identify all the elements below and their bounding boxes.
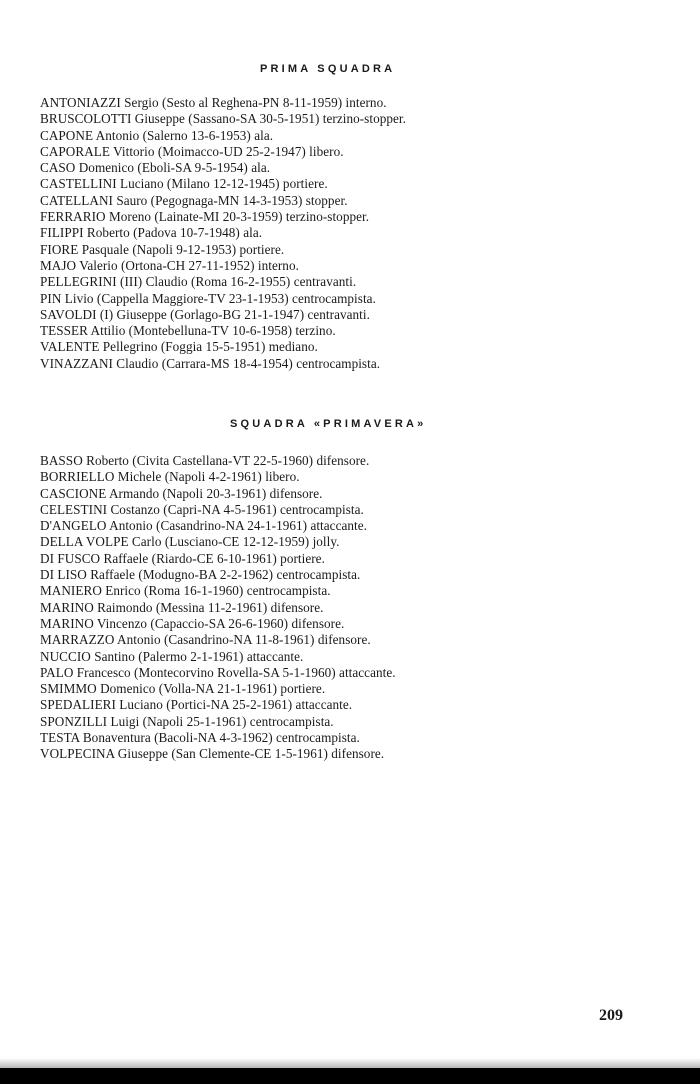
player-entry: CAPONE Antonio (Salerno 13-6-1953) ala. bbox=[40, 127, 274, 143]
player-entry: DI FUSCO Raffaele (Riardo-CE 6-10-1961) portiere. bbox=[40, 550, 325, 566]
player-entry: PIN Livio (Cappella Maggiore-TV 23-1-1953) centrocampista. bbox=[40, 290, 376, 306]
player-entry: CAPORALE Vittorio (Moimacco-UD 25-2-1947) libero. bbox=[40, 143, 344, 159]
section-heading-squadra-primavera: SQUADRA «PRIMAVERA» bbox=[230, 418, 427, 430]
player-entry: TESTA Bonaventura (Bacoli-NA 4-3-1962) centrocampista. bbox=[40, 730, 360, 746]
player-entry: SMIMMO Domenico (Volla-NA 21-1-1961) portiere. bbox=[40, 681, 326, 697]
player-entry: TESSER Attilio (Montebelluna-TV 10-6-1958) terzino. bbox=[40, 323, 336, 339]
scan-edge-bar bbox=[0, 1068, 700, 1084]
page-number: 209 bbox=[599, 1007, 623, 1024]
player-entry: PALO Francesco (Montecorvino Rovella-SA 5-1-1960) attaccante. bbox=[40, 664, 396, 680]
section-heading-prima-squadra: PRIMA SQUADRA bbox=[260, 63, 396, 75]
player-entry: SPEDALIERI Luciano (Portici-NA 25-2-1961) attaccante. bbox=[40, 697, 353, 713]
player-entry: BRUSCOLOTTI Giuseppe (Sassano-SA 30-5-1951) terzino-stopper. bbox=[40, 111, 406, 127]
player-entry: MARRAZZO Antonio (Casandrino-NA 11-8-1961) difensore. bbox=[40, 632, 371, 648]
player-entry: CASCIONE Armando (Napoli 20-3-1961) difensore. bbox=[40, 485, 323, 501]
player-entry: DI LISO Raffaele (Modugno-BA 2-2-1962) centrocampista. bbox=[40, 567, 361, 583]
player-entry: CASTELLINI Luciano (Milano 12-12-1945) portiere. bbox=[40, 176, 328, 192]
player-entry: NUCCIO Santino (Palermo 2-1-1961) attaccante. bbox=[40, 648, 304, 664]
player-entry: CATELLANI Sauro (Pegognaga-MN 14-3-1953) stopper. bbox=[40, 192, 348, 208]
player-entry: BORRIELLO Michele (Napoli 4-2-1961) libero. bbox=[40, 469, 300, 485]
player-entry: PELLEGRINI (III) Claudio (Roma 16-2-1955) centravanti. bbox=[40, 274, 357, 290]
player-entry: ANTONIAZZI Sergio (Sesto al Reghena-PN 8-11-1959) interno. bbox=[40, 95, 387, 110]
player-entry: CELESTINI Costanzo (Capri-NA 4-5-1961) centrocampista. bbox=[40, 501, 364, 517]
player-entry: VINAZZANI Claudio (Carrara-MS 18-4-1954) centrocampista. bbox=[40, 355, 381, 371]
player-entry: VALENTE Pellegrino (Foggia 15-5-1951) mediano. bbox=[40, 339, 318, 355]
player-entry: D'ANGELO Antonio (Casandrino-NA 24-1-1961) attaccante. bbox=[40, 518, 367, 534]
player-entry: FILIPPI Roberto (Padova 10-7-1948) ala. bbox=[40, 225, 263, 241]
player-entry: CASO Domenico (Eboli-SA 9-5-1954) ala. bbox=[40, 160, 271, 176]
primavera-roster bbox=[40, 453, 396, 763]
player-entry: SPONZILLI Luigi (Napoli 25-1-1961) centrocampista. bbox=[40, 713, 334, 729]
player-entry: MARINO Vincenzo (Capaccio-SA 26-6-1960) difensore. bbox=[40, 615, 345, 631]
player-entry: MANIERO Enrico (Roma 16-1-1960) centrocampista. bbox=[40, 583, 331, 599]
player-entry: FIORE Pasquale (Napoli 9-12-1953) portiere. bbox=[40, 241, 285, 257]
player-entry: VOLPECINA Giuseppe (San Clemente-CE 1-5-1961) difensore. bbox=[40, 746, 385, 762]
player-entry: MAJO Valerio (Ortona-CH 27-11-1952) interno. bbox=[40, 257, 299, 273]
prima-squadra-roster bbox=[40, 95, 406, 372]
player-entry: FERRARIO Moreno (Lainate-MI 20-3-1959) terzino-stopper. bbox=[40, 209, 370, 225]
player-entry: BASSO Roberto (Civita Castellana-VT 22-5-1960) difensore. bbox=[40, 453, 370, 468]
player-entry: MARINO Raimondo (Messina 11-2-1961) difensore. bbox=[40, 599, 324, 615]
player-entry: DELLA VOLPE Carlo (Lusciano-CE 12-12-1959) jolly. bbox=[40, 534, 340, 550]
player-entry: SAVOLDI (I) Giuseppe (Gorlago-BG 21-1-1947) centravanti. bbox=[40, 306, 370, 322]
